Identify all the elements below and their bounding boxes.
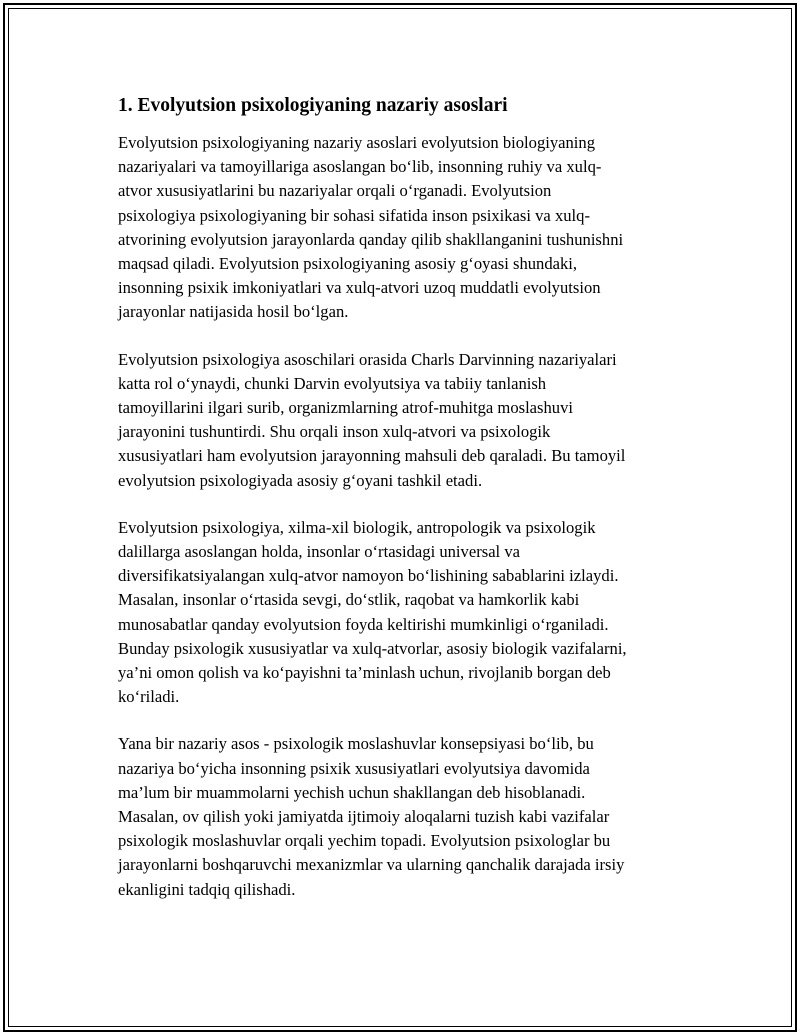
text-line: Masalan, ov qilish yoki jamiyatda ijtimoiy aloqalarni tuzish kabi vazifalar <box>118 807 610 827</box>
text-line: psixologiya psixologiyaning bir sohasi sifatida inson psixikasi va xulq- <box>118 205 590 225</box>
text-line: psixologik moslashuvlar orqali yechim topadi. Evolyutsion psixologlar bu <box>118 831 611 851</box>
text-line: Masalan, insonlar o‘rtasida sevgi, do‘stlik, raqobat va hamkorlik kabi <box>118 590 580 610</box>
text-line: Evolyutsion psixologiya, xilma-xil biologik, antropologik va psixologik <box>118 517 596 537</box>
text-line: atvorining evolyutsion jarayonlarda qanday qilib shakllanganini tushunishni <box>118 229 624 249</box>
paragraph-3 <box>118 516 688 710</box>
text-line: nazariyalari va tamoyillariga asoslangan bo‘lib, insonning ruhiy va xulq- <box>118 157 602 177</box>
text-line: katta rol o‘ynaydi, chunki Darvin evolyutsiya va tabiiy tanlanish <box>118 373 547 393</box>
text-line: xususiyatlari ham evolyutsion jarayonning mahsuli deb qaraladi. Bu tamoyil <box>118 446 626 466</box>
text-line: ko‘riladi. <box>118 687 180 707</box>
text-line: insonning psixik imkoniyatlari va xulq-atvori uzoq muddatli evolyutsion <box>118 278 601 298</box>
text-line: jarayonlarni boshqaruvchi mexanizmlar va ularning qanchalik darajada irsiy <box>118 855 625 875</box>
text-line: diversifikatsiyalangan xulq-atvor namoyon bo‘lishining sabablarini izlaydi. <box>118 566 619 586</box>
section-heading: 1. Evolyutsion psixologiyaning nazariy asoslari <box>118 95 508 116</box>
text-line: jarayonlar natijasida hosil bo‘lgan. <box>118 302 349 322</box>
text-line: jarayonini tushuntirdi. Shu orqali inson xulq-atvori va psixologik <box>118 422 551 442</box>
text-line: Evolyutsion psixologiya asoschilari orasida Charls Darvinning nazariyalari <box>118 349 617 369</box>
text-line: Evolyutsion psixologiyaning nazariy asoslari evolyutsion biologiyaning <box>118 133 596 152</box>
text-line: ma’lum bir muammolarni yechish uchun shakllangan deb hisoblanadi. <box>118 782 586 802</box>
document-body <box>118 93 688 925</box>
text-line: ekanligini tadqiq qilishadi. <box>118 879 296 899</box>
paragraph-4 <box>118 732 688 901</box>
text-line: nazariya bo‘yicha insonning psixik xususiyatlari evolyutsiya davomida <box>118 758 590 778</box>
text-line: munosabatlar qanday evolyutsion foyda keltirishi mumkinligi o‘rganiladi. <box>118 614 609 634</box>
text-line: maqsad qiladi. Evolyutsion psixologiyaning asosiy g‘oyasi shundaki, <box>118 254 578 274</box>
text-line: Bunday psixologik xususiyatlar va xulq-atvorlar, asosiy biologik vazifalarni, <box>118 638 627 658</box>
text-line: evolyutsion psixologiyada asosiy g‘oyani tashkil etadi. <box>118 470 483 490</box>
paragraph-1 <box>118 131 688 325</box>
text-line: tamoyillarini ilgari surib, organizmlarning atrof-muhitga moslashuvi <box>118 398 574 418</box>
text-line: Yana bir nazariy asos - psixologik moslashuvlar konsepsiyasi bo‘lib, bu <box>118 734 594 754</box>
text-line: ya’ni omon qolish va ko‘payishni ta’minlash uchun, rivojlanib borgan deb <box>118 663 611 683</box>
paragraph-2 <box>118 348 688 493</box>
text-line: atvor xususiyatlarini bu nazariyalar orqali o‘rganadi. Evolyutsion <box>118 181 552 201</box>
text-line: dalillarga asoslangan holda, insonlar o‘rtasidagi universal va <box>118 542 520 562</box>
